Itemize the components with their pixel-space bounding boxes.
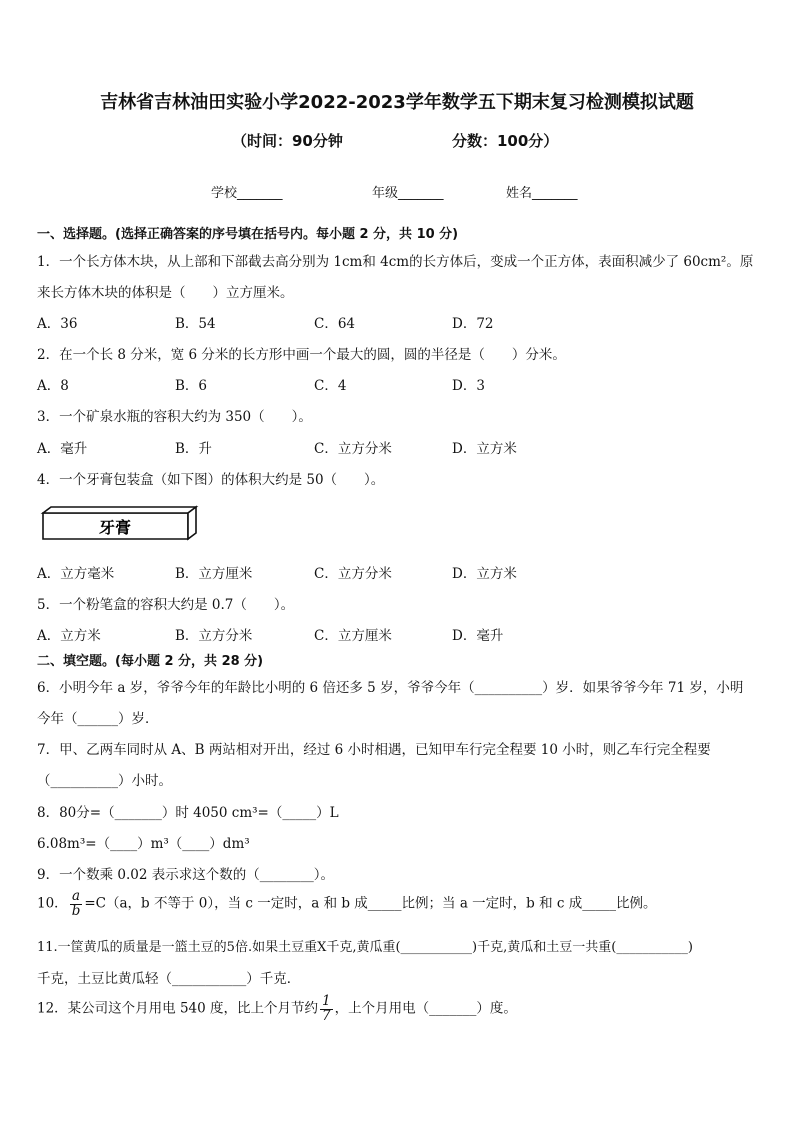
- q1-option-d[interactable]: D．72: [452, 316, 494, 332]
- q5-option-b[interactable]: B．立方分米: [175, 628, 253, 644]
- q8-text-line1: 8．80分=（_______）时 4050 cm³=（_____）L: [37, 805, 339, 821]
- q11-text-line1: 11.一筐黄瓜的质量是一篮土豆的5倍.如果土豆重X千克,黄瓜重(___________)千克,黄瓜和土豆一共重(___________): [37, 940, 693, 955]
- q1-option-c[interactable]: C．64: [314, 316, 356, 332]
- q3-option-d[interactable]: D．立方米: [452, 441, 517, 457]
- school-field[interactable]: 学校_______: [211, 186, 283, 201]
- q2-option-c[interactable]: C．4: [314, 378, 347, 394]
- q10-prefix: 10．: [37, 895, 68, 912]
- q6-text-line1: 6．小明今年 a 岁，爷爷今年的年龄比小明的 6 倍还多 5 岁，爷爷今年（__________）岁．如果爷爷今年 71 岁，小明: [37, 680, 744, 696]
- q8-text-line2: 6.08m³=（____）m³（____）dm³: [37, 836, 250, 852]
- q10-rest: =C（a，b 不等于 0），当 c 一定时，a 和 b 成_____比例；当 a 一定时，b 和 c 成_____比例。: [84, 895, 657, 912]
- q10-text: [37, 890, 657, 918]
- page-title: 吉林省吉林油田实验小学2022-2023学年数学五下期末复习检测模拟试题: [100, 92, 694, 113]
- q12-fraction-denominator: 7: [322, 1007, 331, 1024]
- exam-score: 分数：100分）: [452, 132, 559, 150]
- q4-option-c[interactable]: C．立方分米: [314, 566, 392, 582]
- q10-fraction-denominator: b: [71, 902, 81, 919]
- q4-option-b[interactable]: B．立方厘米: [175, 566, 253, 582]
- q4-option-a[interactable]: A．立方毫米: [37, 566, 115, 582]
- exam-time: （时间：90分钟: [232, 132, 343, 150]
- q9-text: 9．一个数乘 0.02 表示求这个数的（________）。: [37, 867, 334, 883]
- q12-fraction: [320, 995, 333, 1023]
- q12-fraction-numerator: 1: [322, 993, 331, 1009]
- q1-option-a[interactable]: A．36: [37, 316, 78, 332]
- q7-text-line1: 7．甲、乙两车同时从 A、B 两站相对开出，经过 6 小时相遇，已知甲车行完全程要 10 小时，则乙车行完全程要: [37, 742, 711, 758]
- q12-text: [37, 995, 517, 1023]
- q7-text-line2: （__________）小时。: [37, 773, 172, 789]
- q6-text-line2: 今年（______）岁．: [37, 711, 159, 727]
- q5-option-a[interactable]: A．立方米: [37, 628, 101, 644]
- q12-rest: ，上个月用电（_______）度。: [334, 1000, 517, 1017]
- toothpaste-label: 牙膏: [98, 518, 132, 537]
- q3-option-b[interactable]: B．升: [175, 441, 212, 457]
- q3-text: 3．一个矿泉水瓶的容积大约为 350（ ）。: [37, 409, 312, 425]
- toothpaste-box-figure: [40, 505, 200, 541]
- q11-text-line2: 千克，土豆比黄瓜轻（___________）千克．: [37, 971, 301, 987]
- q12-prefix: 12．某公司这个月用电 540 度，比上个月节约: [37, 1000, 319, 1017]
- q1-text-line1: 1．一个长方体木块，从上部和下部截去高分别为 1cm和 4cm的长方体后，变成一个正方体，表面积减少了 60cm²。原: [37, 254, 754, 270]
- q2-option-a[interactable]: A．8: [37, 378, 69, 394]
- q5-text: 5．一个粉笔盒的容积大约是 0.7（ ）。: [37, 597, 295, 613]
- q5-option-d[interactable]: D．毫升: [452, 628, 504, 644]
- section1-heading: 一、选择题。(选择正确答案的序号填在括号内。每小题 2 分，共 10 分): [37, 227, 459, 242]
- grade-field[interactable]: 年级_______: [372, 186, 444, 201]
- q4-text: 4．一个牙膏包装盒（如下图）的体积大约是 50（ ）。: [37, 472, 385, 488]
- q3-option-a[interactable]: A．毫升: [37, 441, 88, 457]
- q10-fraction: [70, 890, 83, 918]
- q5-option-c[interactable]: C．立方厘米: [314, 628, 392, 644]
- q2-option-b[interactable]: B．6: [175, 378, 208, 394]
- section2-heading: 二、填空题。(每小题 2 分，共 28 分): [37, 654, 264, 669]
- name-field[interactable]: 姓名_______: [506, 186, 578, 201]
- q1-option-b[interactable]: B．54: [175, 316, 216, 332]
- q2-text: 2．在一个长 8 分米，宽 6 分米的长方形中画一个最大的圆，圆的半径是（ ）分米。: [37, 347, 566, 363]
- q2-option-d[interactable]: D．3: [452, 378, 485, 394]
- q10-fraction-numerator: a: [70, 890, 83, 905]
- q4-option-d[interactable]: D．立方米: [452, 566, 517, 582]
- q3-option-c[interactable]: C．立方分米: [314, 441, 392, 457]
- q1-text-line2: 来长方体木块的体积是（ ）立方厘米。: [37, 285, 294, 301]
